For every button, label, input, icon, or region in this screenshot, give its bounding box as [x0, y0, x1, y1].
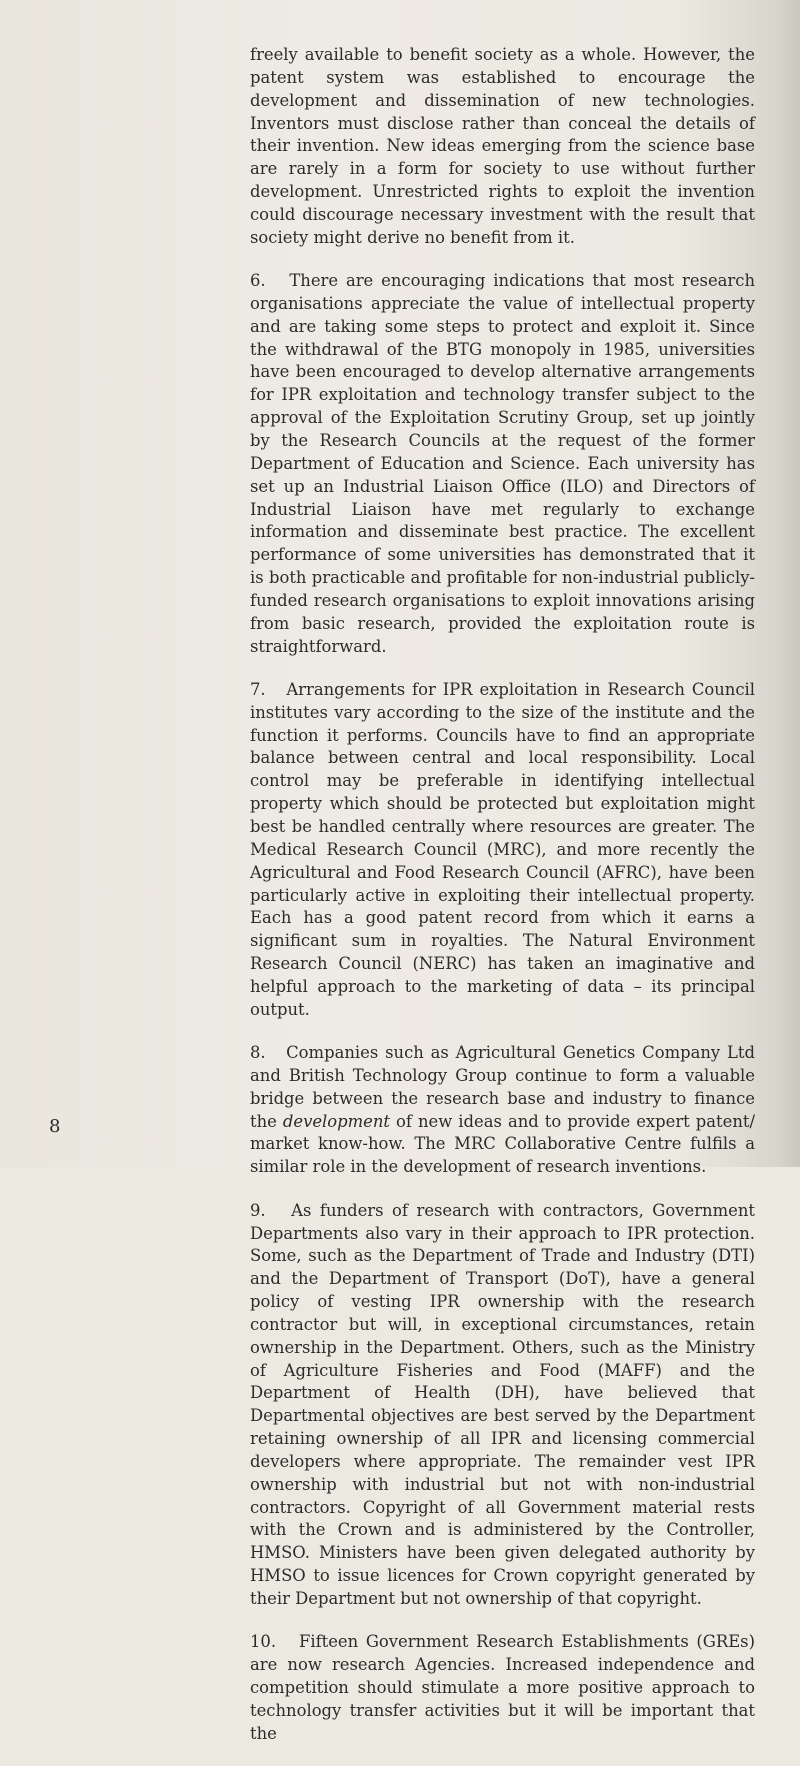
paragraph-text: As funders of research with contractors, Government Departments also vary in their approach to IPR protection. Some, such as the Department of Trade and Industry (DTI) and the Department of Transport (DoT), have a general policy of vesting IPR ownership with the research contractor but will, in exceptional circumstances, retain ownership in the Department. Others, such as the Ministry of Agriculture Fisheries and Food (MAFF) and the Department of Health (DH), have believed that Departmental objectives are best served by the Department retaining ownership of all IPR and licensing commercial developers where appropriate. The remainder vest IPR ownership with industrial but not with non-industrial contractors. Copyright of all Government material rests with the Crown and is administered by the Controller, HMSO. Ministers have been given delegated authority by HMSO to issue licences for Crown copyright generated by their Department but not ownership of that copyright. [250, 1200, 755, 1608]
body-text [250, 44, 755, 1766]
paragraph-9 [250, 1200, 755, 1611]
paragraph-emphasis: development [282, 1111, 391, 1131]
paragraph-text: freely available to benefit society as a whole. However, the patent system was established to encourage the development and dissemination of new technologies. Inventors must disclose rather than conceal the details of their invention. New ideas emerging from the science base are rarely in a form for society to use without further development. Unrestricted rights to exploit the invention could discourage necessary investment with the result that society might derive no benefit from it. [250, 45, 755, 247]
page-number: 8 [49, 1116, 61, 1137]
paragraph-7 [250, 679, 755, 1022]
paragraph-text: There are encouraging indications that most research organisations appreciate the value of intellectual property and are taking some steps to protect and exploit it. Since the withdrawal of the BTG monopoly in 1985, universities have been encouraged to develop alternative arrangements for IPR exploitation and technology transfer subject to the approval of the Exploitation Scrutiny Group, set up jointly by the Research Councils at the request of the former Department of Education and Science. Each university has set up an Industrial Liaison Office (ILO) and Directors of Industrial Liaison have met regularly to exchange information and disseminate best practice. The excellent performance of some universities has demonstrated that it is both practicable and profitable for non-industrial publicly-funded research organisations to exploit innovations arising from basic research, provided the exploitation route is straightforward. [250, 271, 756, 656]
paragraph-number: 10. [250, 1632, 277, 1652]
paragraph-text: of new ideas and to provide expert patent/ market know-how. The MRC Collaborative Centre fulfils a similar role in the development of research inventions. [250, 1111, 755, 1177]
paragraph-text: Fifteen Government Research Establishments (GREs) are now research Agencies. Increased independence and competition should stimulate a more positive approach to technology transfer activities but it will be important that the [250, 1632, 755, 1743]
paragraph-number: 6. [250, 271, 266, 291]
paragraph-text: Companies such as Agricultural Genetics Company Ltd and British Technology Group continue to form a valuable bridge between the research base and industry to finance the [250, 1043, 755, 1131]
paragraph-6 [250, 270, 755, 658]
paragraph-number: 8. [250, 1043, 266, 1063]
paragraph-8 [250, 1042, 755, 1179]
paragraph-continuation [250, 44, 755, 250]
paragraph-number: 9. [250, 1200, 266, 1220]
paragraph-number: 7. [250, 679, 266, 699]
paragraph-text: Arrangements for IPR exploitation in Research Council institutes vary according to the size of the institute and the function it performs. Councils have to find an appropriate balance between central and local responsibility. Local control may be preferable in identifying intellectual property which should be protected but exploitation might best be handled centrally where resources are greater. The Medical Research Council (MRC), and more recently the Agricultural and Food Research Council (AFRC), have been particularly active in exploiting their intellectual property. Each has a good patent record from which it earns a significant sum in royalties. The Natural Environment Research Council (NERC) has taken an imaginative and helpful approach to the marketing of data – its principal output. [250, 679, 755, 1019]
paragraph-10 [250, 1631, 755, 1745]
